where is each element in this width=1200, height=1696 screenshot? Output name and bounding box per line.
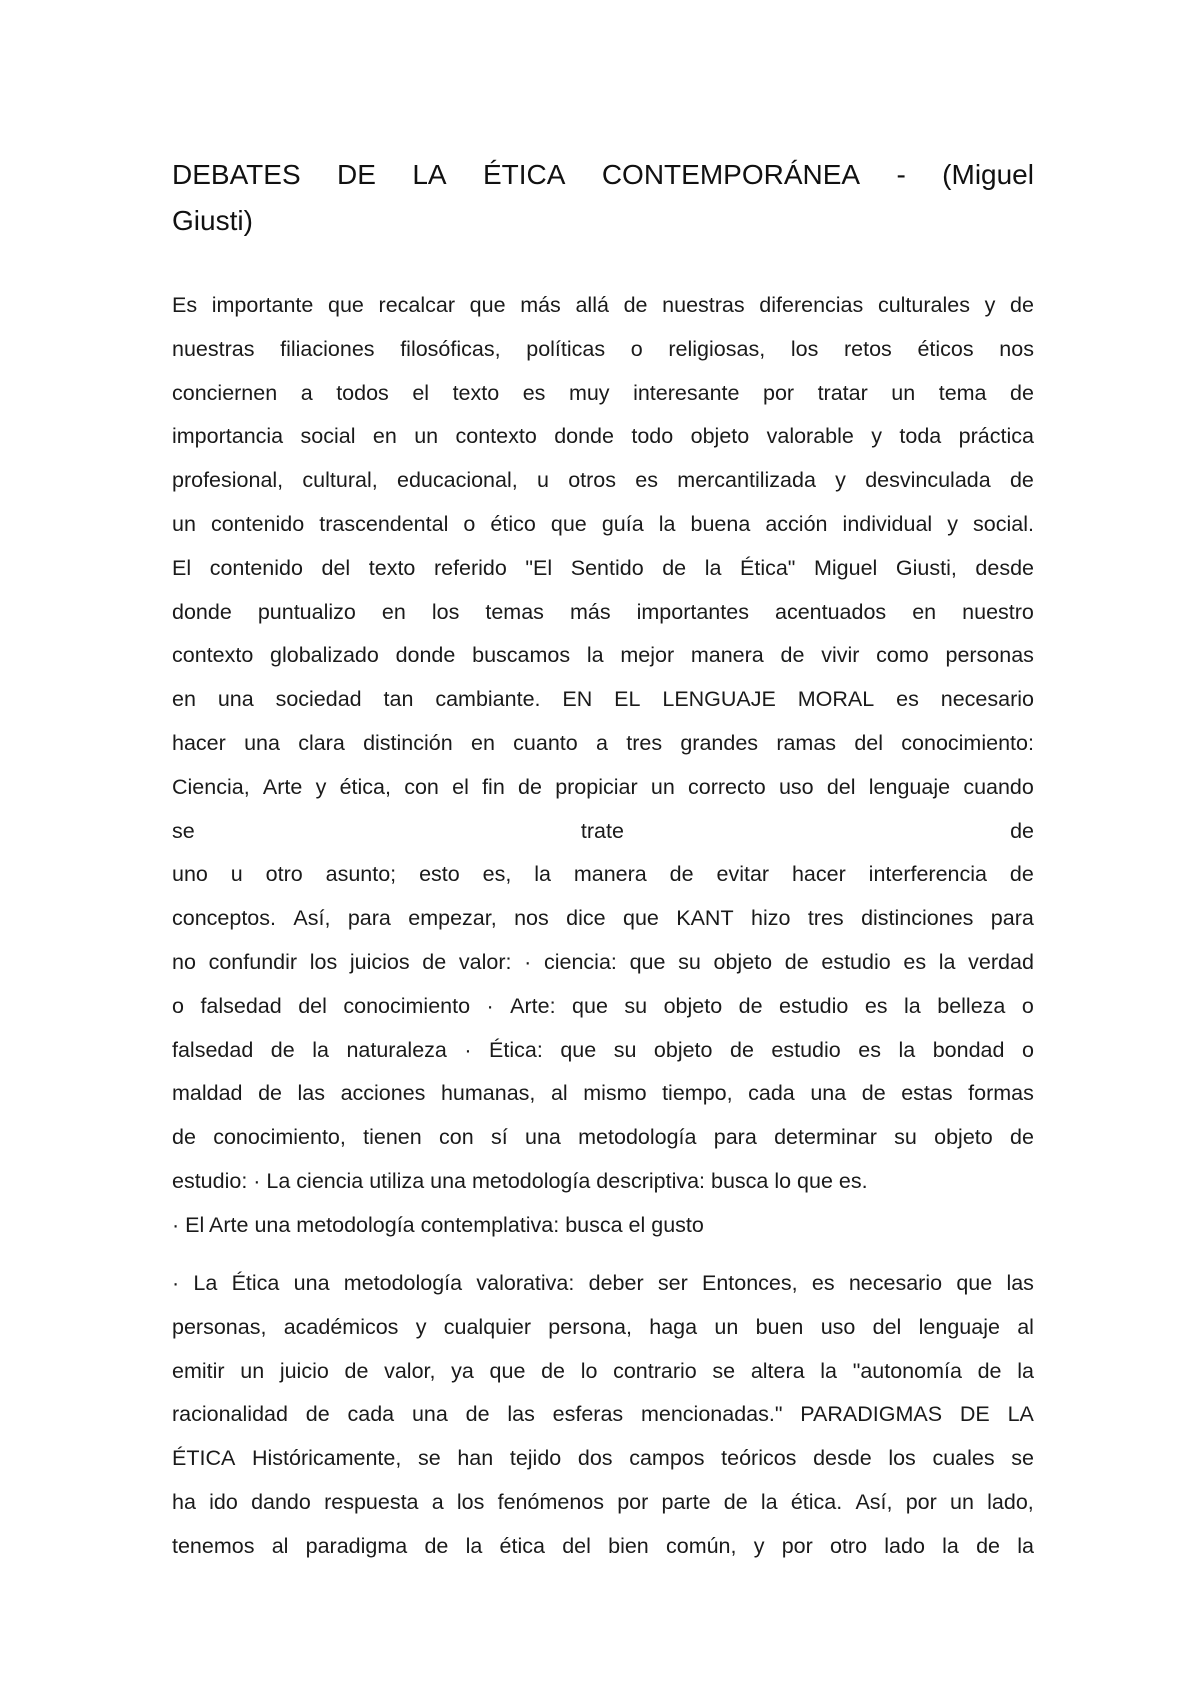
text-line: se trate de: [172, 818, 1034, 843]
text-line: uno u otro asunto; esto es, la manera de evitar hacer interferencia de: [172, 862, 1034, 887]
text-line: en una sociedad tan cambiante. EN EL LENGUAJE MORAL es necesario: [172, 687, 1034, 712]
text-line: Es importante que recalcar que más allá de nuestras diferencias culturales y de: [172, 293, 1034, 317]
text-line: maldad de las acciones humanas, al mismo tiempo, cada una de estas formas: [172, 1081, 1034, 1106]
text-line: estudio: · La ciencia utiliza una metodología descriptiva: busca lo que es.: [172, 1168, 868, 1193]
text-line: · El Arte una metodología contemplativa: busca el gusto: [172, 1212, 704, 1237]
document-title: [172, 152, 1034, 244]
text-line: no confundir los juicios de valor: · ciencia: que su objeto de estudio es la verdad: [172, 949, 1034, 974]
text-line: conceptos. Así, para empezar, nos dice que KANT hizo tres distinciones para: [172, 906, 1034, 931]
text-line: importancia social en un contexto donde todo objeto valorable y toda práctica: [172, 424, 1034, 449]
text-line: ÉTICA Históricamente, se han tejido dos campos teóricos desde los cuales se: [172, 1446, 1034, 1471]
body-paragraph-1: [172, 284, 1034, 1248]
text-line: tenemos al paradigma de la ética del bien común, y por otro lado la de la: [172, 1533, 1034, 1558]
text-line: profesional, cultural, educacional, u otros es mercantilizada y desvinculada de: [172, 468, 1034, 493]
text-line: donde puntualizo en los temas más importantes acentuados en nuestro: [172, 599, 1034, 624]
text-line: ha ido dando respuesta a los fenómenos por parte de la ética. Así, por un lado,: [172, 1489, 1034, 1514]
text-line: falsedad de la naturaleza · Ética: que su objeto de estudio es la bondad o: [172, 1037, 1034, 1062]
text-line: hacer una clara distinción en cuanto a tres grandes ramas del conocimiento:: [172, 730, 1034, 755]
text-line: Ciencia, Arte y ética, con el fin de propiciar un correcto uso del lenguaje cuando: [172, 774, 1034, 799]
text-line: racionalidad de cada una de las esferas mencionadas." PARADIGMAS DE LA: [172, 1402, 1034, 1427]
text-line: un contenido trascendental o ético que guía la buena acción individual y social.: [172, 511, 1034, 536]
text-line: El contenido del texto referido "El Sentido de la Ética" Miguel Giusti, desde: [172, 555, 1034, 580]
text-line: conciernen a todos el texto es muy interesante por tratar un tema de: [172, 380, 1034, 405]
body-paragraph-2: [172, 1262, 1034, 1569]
text-line: · La Ética una metodología valorativa: deber ser Entonces, es necesario que las: [172, 1271, 1034, 1295]
title-line: DEBATES DE LA ÉTICA CONTEMPORÁNEA - (Miguel: [172, 159, 1034, 190]
text-line: de conocimiento, tienen con sí una metodología para determinar su objeto de: [172, 1125, 1034, 1150]
text-line: contexto globalizado donde buscamos la mejor manera de vivir como personas: [172, 643, 1034, 668]
text-line: o falsedad del conocimiento · Arte: que su objeto de estudio es la belleza o: [172, 993, 1034, 1018]
text-line: nuestras filiaciones filosóficas, políticas o religiosas, los retos éticos nos: [172, 336, 1034, 361]
text-line: emitir un juicio de valor, ya que de lo contrario se altera la "autonomía de la: [172, 1358, 1034, 1383]
text-line: personas, académicos y cualquier persona, haga un buen uso del lenguaje al: [172, 1314, 1034, 1339]
title-line: Giusti): [172, 205, 253, 236]
